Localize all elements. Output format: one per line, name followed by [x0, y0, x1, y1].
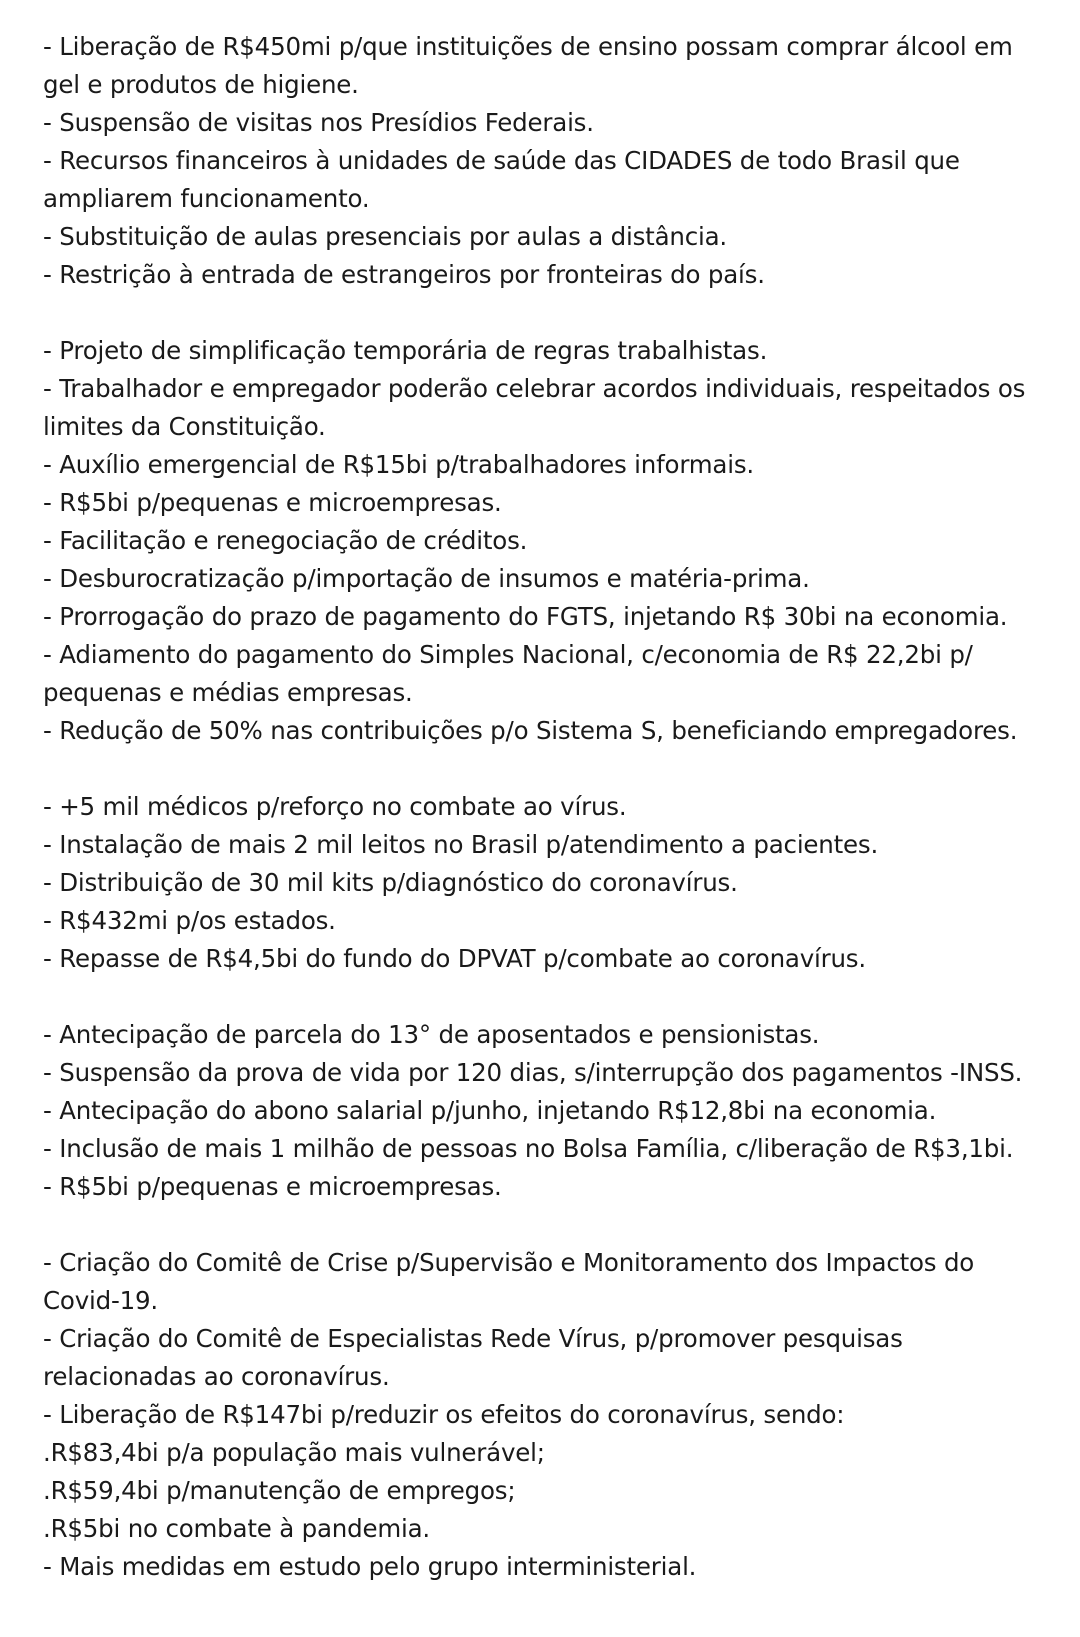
section-labor-economy: [43, 332, 1063, 750]
section-healthcare: [43, 788, 1063, 978]
text-line: gel e produtos de higiene.: [43, 70, 359, 99]
text-line: - Projeto de simplificação temporária de regras trabalhistas.: [43, 336, 768, 365]
text-line: - Adiamento do pagamento do Simples Nacional, c/economia de R$ 22,2bi p/: [43, 640, 973, 669]
text-line: - Trabalhador e empregador poderão celebrar acordos individuais, respeitados os: [43, 374, 1026, 403]
text-line: - Recursos financeiros à unidades de saúde das CIDADES de todo Brasil que: [43, 146, 960, 175]
text-line: - R$432mi p/os estados.: [43, 906, 336, 935]
section-crisis-management: [43, 1244, 1063, 1586]
text-line: - Antecipação do abono salarial p/junho, injetando R$12,8bi na economia.: [43, 1096, 937, 1125]
text-line: - Instalação de mais 2 mil leitos no Brasil p/atendimento a pacientes.: [43, 830, 879, 859]
text-line: .R$59,4bi p/manutenção de empregos;: [43, 1476, 516, 1505]
text-line: - Distribuição de 30 mil kits p/diagnóstico do coronavírus.: [43, 868, 738, 897]
document-body: [43, 28, 1063, 1586]
text-line: - Liberação de R$147bi p/reduzir os efeitos do coronavírus, sendo:: [43, 1400, 845, 1429]
text-line: - Prorrogação do prazo de pagamento do FGTS, injetando R$ 30bi na economia.: [43, 602, 1008, 631]
text-line: relacionadas ao coronavírus.: [43, 1362, 390, 1391]
text-line: - Criação do Comitê de Crise p/Supervisão e Monitoramento dos Impactos do: [43, 1248, 975, 1277]
text-line: - Auxílio emergencial de R$15bi p/trabalhadores informais.: [43, 450, 754, 479]
section-education-health-borders: [43, 28, 1063, 294]
text-line: Covid-19.: [43, 1286, 158, 1315]
section-social-benefits: [43, 1016, 1063, 1206]
text-line: - Suspensão de visitas nos Presídios Federais.: [43, 108, 594, 137]
text-line: - Redução de 50% nas contribuições p/o Sistema S, beneficiando empregadores.: [43, 716, 1018, 745]
text-line: - Suspensão da prova de vida por 120 dias, s/interrupção dos pagamentos -INSS.: [43, 1058, 1023, 1087]
text-line: - +5 mil médicos p/reforço no combate ao vírus.: [43, 792, 627, 821]
text-line: - Repasse de R$4,5bi do fundo do DPVAT p/combate ao coronavírus.: [43, 944, 866, 973]
text-line: .R$5bi no combate à pandemia.: [43, 1514, 430, 1543]
text-line: - Criação do Comitê de Especialistas Rede Vírus, p/promover pesquisas: [43, 1324, 903, 1353]
text-line: - Liberação de R$450mi p/que instituições de ensino possam comprar álcool em: [43, 32, 1013, 61]
text-line: - R$5bi p/pequenas e microempresas.: [43, 488, 502, 517]
text-line: - Antecipação de parcela do 13° de aposentados e pensionistas.: [43, 1020, 820, 1049]
text-line: - Inclusão de mais 1 milhão de pessoas no Bolsa Família, c/liberação de R$3,1bi.: [43, 1134, 1014, 1163]
text-line: - Mais medidas em estudo pelo grupo interministerial.: [43, 1552, 697, 1581]
text-line: - Restrição à entrada de estrangeiros por fronteiras do país.: [43, 260, 765, 289]
text-line: - Substituição de aulas presenciais por aulas a distância.: [43, 222, 728, 251]
text-line: - Facilitação e renegociação de créditos.: [43, 526, 528, 555]
text-line: .R$83,4bi p/a população mais vulnerável;: [43, 1438, 545, 1467]
text-line: limites da Constituição.: [43, 412, 326, 441]
text-line: ampliarem funcionamento.: [43, 184, 370, 213]
text-line: - Desburocratização p/importação de insumos e matéria-prima.: [43, 564, 810, 593]
text-line: pequenas e médias empresas.: [43, 678, 413, 707]
text-line: - R$5bi p/pequenas e microempresas.: [43, 1172, 502, 1201]
